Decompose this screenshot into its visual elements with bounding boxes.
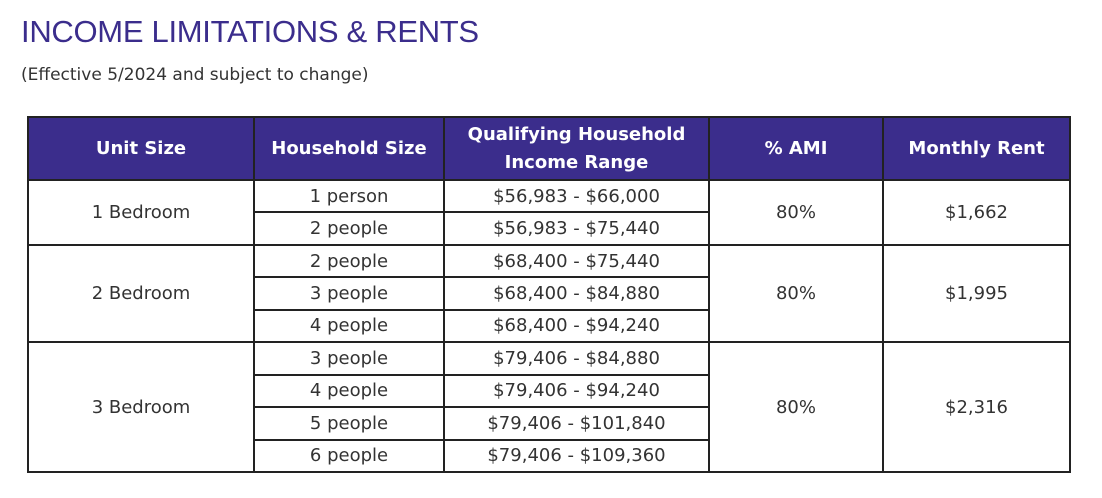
income-range-cell: $79,406 - $94,240 (444, 375, 709, 407)
header-monthly-rent: Monthly Rent (883, 117, 1070, 180)
effective-date-note: (Effective 5/2024 and subject to change) (21, 65, 369, 85)
income-range-cell: $79,406 - $101,840 (444, 407, 709, 439)
header-unit-size: Unit Size (28, 117, 254, 180)
monthly-rent-cell: $1,662 (883, 180, 1070, 245)
ami-cell: 80% (709, 342, 883, 472)
income-range-cell: $68,400 - $75,440 (444, 245, 709, 277)
table-row (28, 180, 1070, 212)
income-range-cell: $56,983 - $75,440 (444, 212, 709, 244)
household-size-cell: 6 people (254, 440, 444, 473)
household-size-cell: 3 people (254, 342, 444, 374)
table-row (28, 342, 1070, 374)
household-size-cell: 5 people (254, 407, 444, 439)
page-title: INCOME LIMITATIONS & RENTS (21, 14, 479, 49)
income-range-cell: $68,400 - $84,880 (444, 277, 709, 309)
unit-size-cell: 2 Bedroom (28, 245, 254, 342)
ami-cell: 80% (709, 245, 883, 342)
table-header-row (28, 117, 1070, 180)
household-size-cell: 1 person (254, 180, 444, 212)
income-rent-table (27, 116, 1071, 473)
header-ami: % AMI (709, 117, 883, 180)
header-income-range-line1: Qualifying Household (467, 123, 686, 145)
monthly-rent-cell: $2,316 (883, 342, 1070, 472)
table-row (28, 245, 1070, 277)
income-range-cell: $56,983 - $66,000 (444, 180, 709, 212)
household-size-cell: 3 people (254, 277, 444, 309)
income-range-cell: $79,406 - $84,880 (444, 342, 709, 374)
unit-size-cell: 3 Bedroom (28, 342, 254, 472)
income-range-cell: $79,406 - $109,360 (444, 440, 709, 473)
header-household-size: Household Size (254, 117, 444, 180)
household-size-cell: 2 people (254, 245, 444, 277)
header-income-range-line2: Income Range (504, 151, 649, 173)
ami-cell: 80% (709, 180, 883, 245)
household-size-cell: 4 people (254, 310, 444, 342)
income-range-cell: $68,400 - $94,240 (444, 310, 709, 342)
household-size-cell: 4 people (254, 375, 444, 407)
header-income-range (444, 117, 709, 180)
monthly-rent-cell: $1,995 (883, 245, 1070, 342)
unit-size-cell: 1 Bedroom (28, 180, 254, 245)
household-size-cell: 2 people (254, 212, 444, 244)
